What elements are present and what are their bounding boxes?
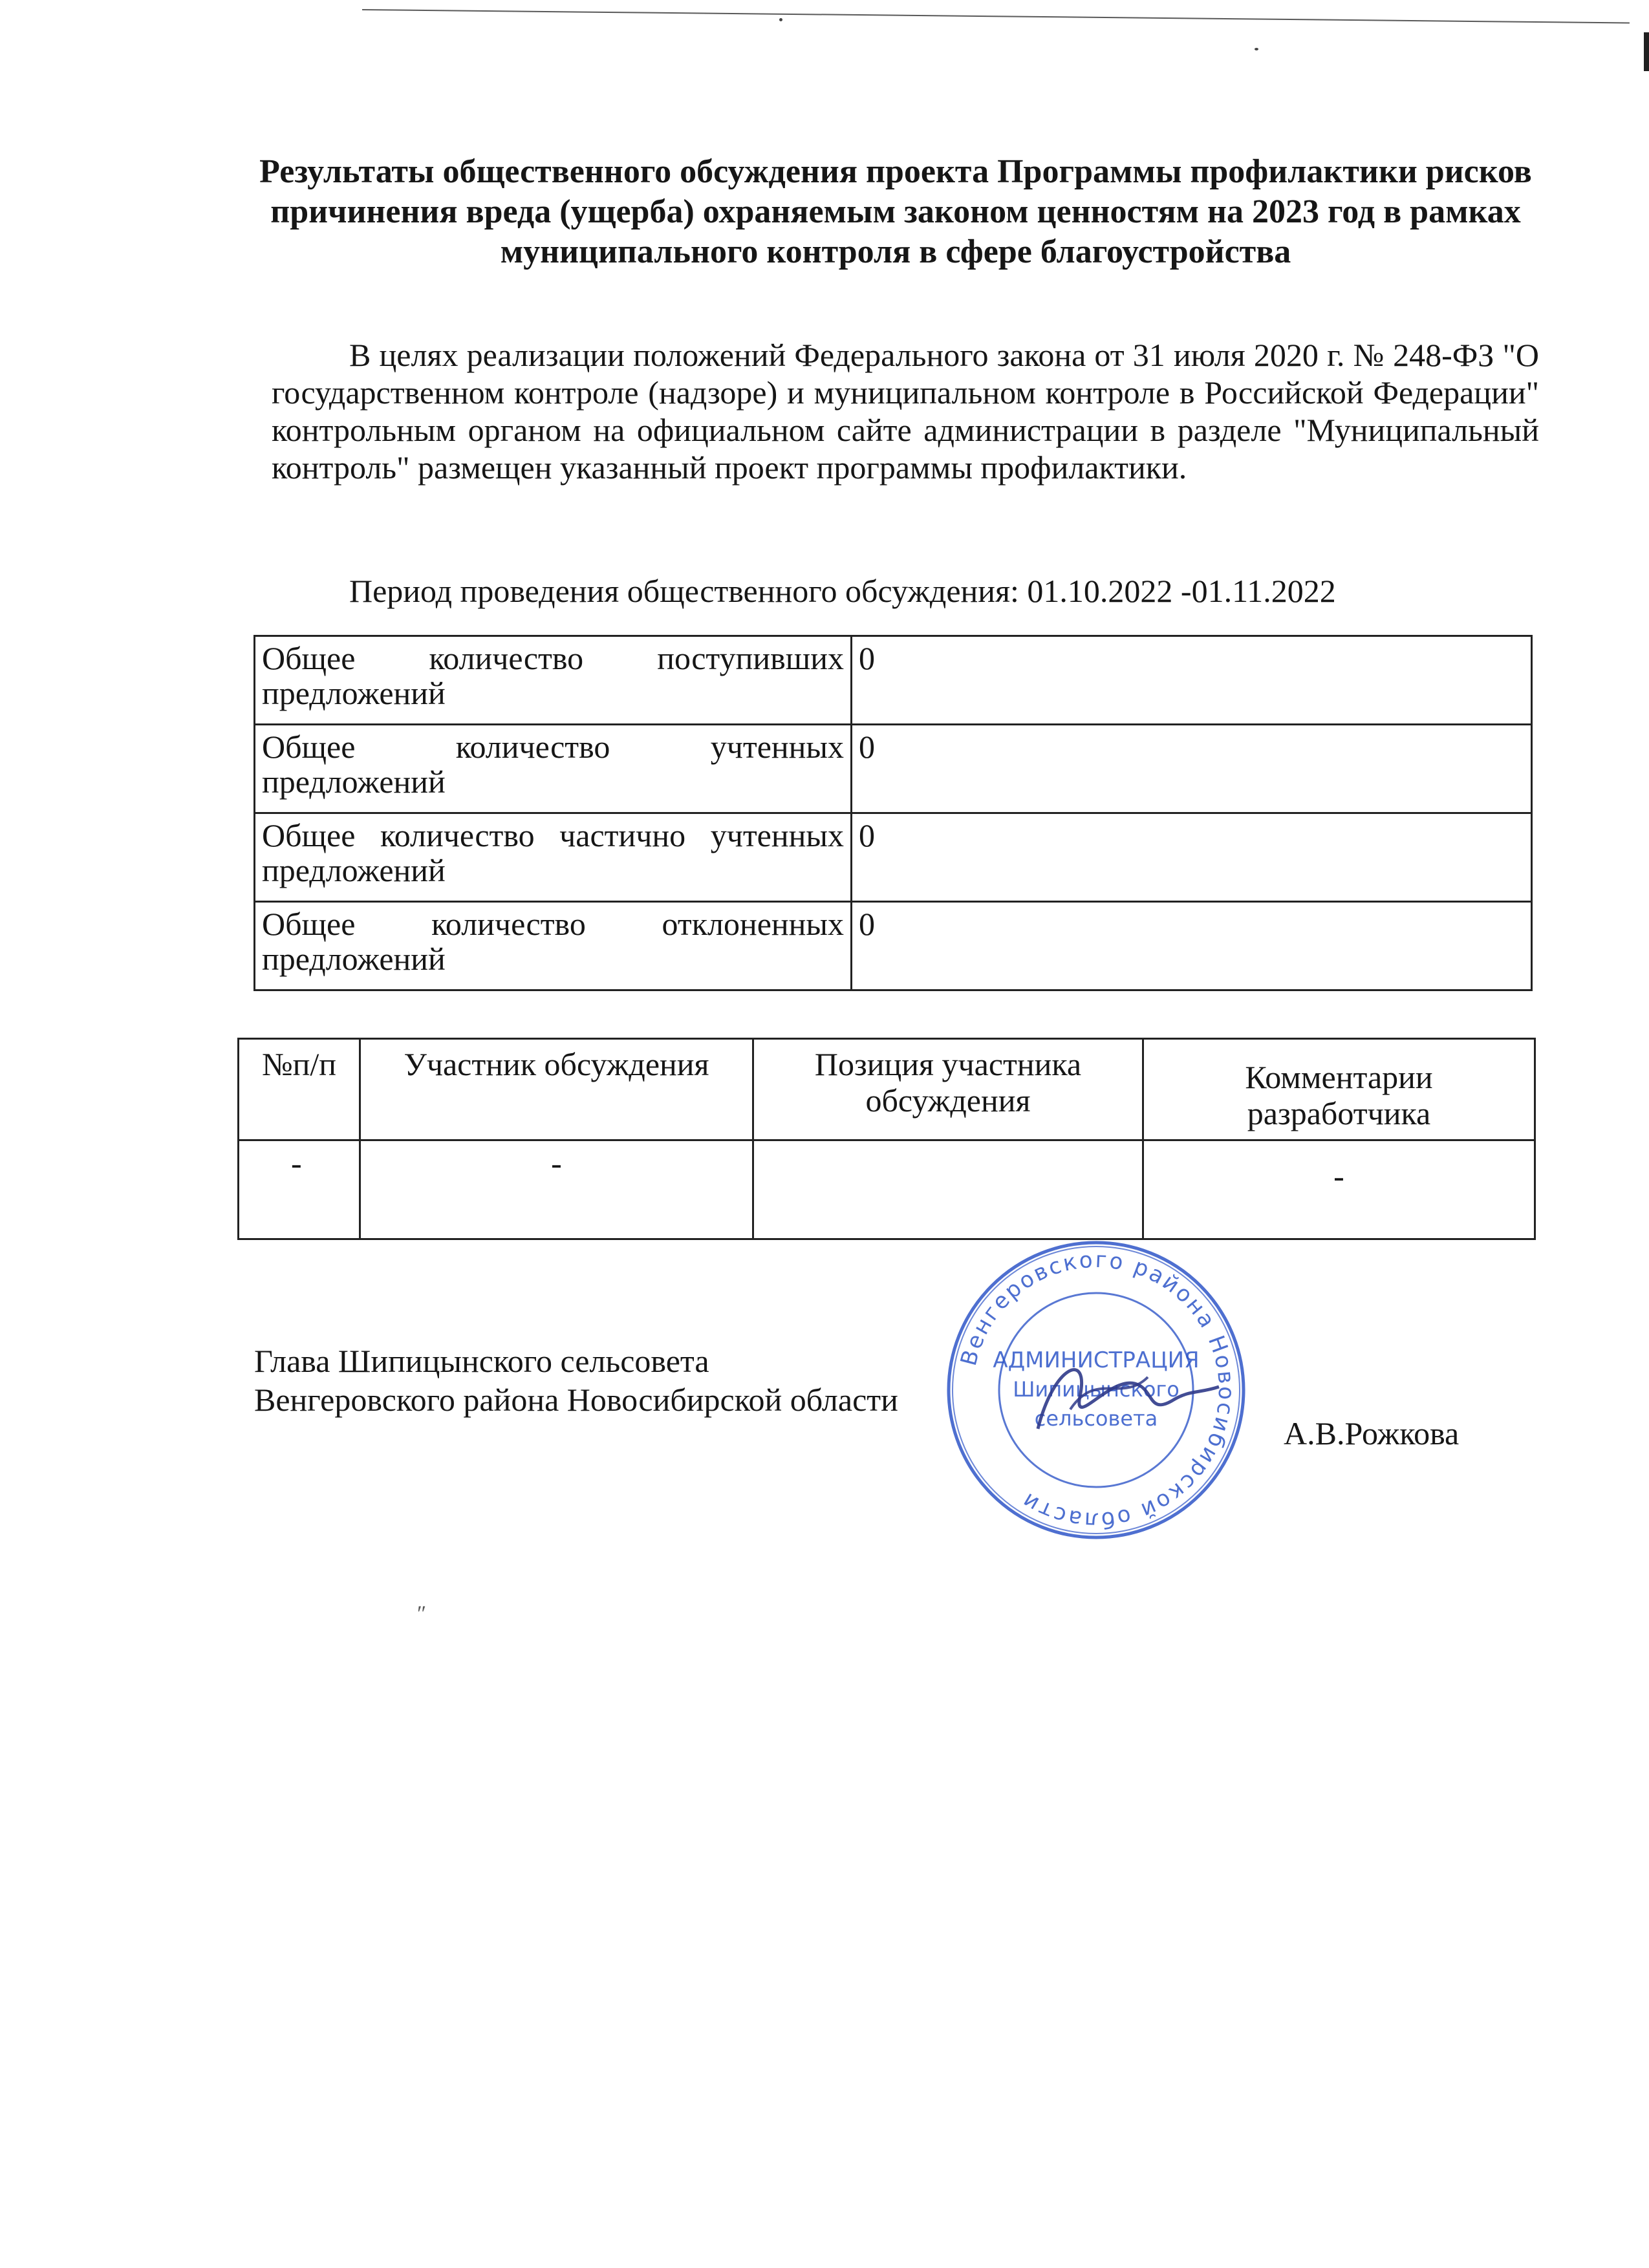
official-seal-stamp: [941, 1235, 1251, 1545]
cell-comments: -: [1143, 1140, 1535, 1239]
seal-outer-text: Венгеровского района Новосибирской области: [955, 1246, 1240, 1534]
summary-value: 0: [852, 902, 1532, 990]
table-row: [239, 1140, 1535, 1239]
table-row: [255, 902, 1532, 990]
scan-mark: ʺ: [417, 1602, 426, 1626]
summary-label: Общее количество поступивших предложений: [255, 636, 852, 725]
seal-inner-text-3: сельсовета: [1034, 1406, 1158, 1431]
participants-table: [237, 1038, 1536, 1240]
signature-block: [254, 1342, 898, 1419]
table-row: [255, 725, 1532, 813]
table-row: [255, 636, 1532, 725]
summary-table: [253, 635, 1533, 991]
cell-participant: -: [360, 1140, 753, 1239]
signer-position-line-1: Глава Шипицынского сельсовета: [254, 1343, 709, 1379]
cell-number: -: [239, 1140, 360, 1239]
signer-position-line-2: Венгеровского района Новосибирской области: [254, 1382, 898, 1418]
summary-value: 0: [852, 636, 1532, 725]
cell-position: [753, 1140, 1143, 1239]
seal-inner-text-1: АДМИНИСТРАЦИЯ: [993, 1347, 1200, 1373]
column-header-participant: Участник обсуждения: [360, 1039, 753, 1140]
scan-edge-mark: [1644, 32, 1649, 71]
column-header-number: №п/п: [239, 1039, 360, 1140]
document-title: Результаты общественного обсуждения проекта Программы профилактики рисков причинения вреда (ущерба) охраняемым законом ценностям на 2023 год в рамках муниципального контроля в сфере благоустройства: [259, 153, 1532, 270]
summary-label: Общее количество отклоненных предложений: [255, 902, 852, 990]
table-header-row: [239, 1039, 1535, 1140]
seal-inner-text-2: Шипицынского: [1013, 1377, 1180, 1402]
intro-paragraph: В целях реализации положений Федерального закона от 31 июля 2020 г. № 248-ФЗ "О государственном контроле (надзоре) и муниципальном контроле в Российской Федерации" контрольным органом на официальном сайте администрации в разделе "Муниципальный контроль" размещен указанный проект программы профилактики.: [272, 337, 1539, 486]
summary-value: 0: [852, 725, 1532, 813]
signer-name: А.В.Рожкова: [1284, 1415, 1460, 1451]
scan-edge-line: [362, 9, 1630, 28]
table-row: [255, 813, 1532, 902]
scan-speck: [779, 18, 782, 21]
column-header-comments: Комментарии разработчика: [1143, 1039, 1535, 1140]
column-header-position: Позиция участника обсуждения: [753, 1039, 1143, 1140]
summary-label: Общее количество учтенных предложений: [255, 725, 852, 813]
summary-label: Общее количество частично учтенных предложений: [255, 813, 852, 902]
period-paragraph: Период проведения общественного обсуждения: 01.10.2022 -01.11.2022: [349, 573, 1336, 609]
scan-speck: [1255, 48, 1258, 50]
summary-value: 0: [852, 813, 1532, 902]
